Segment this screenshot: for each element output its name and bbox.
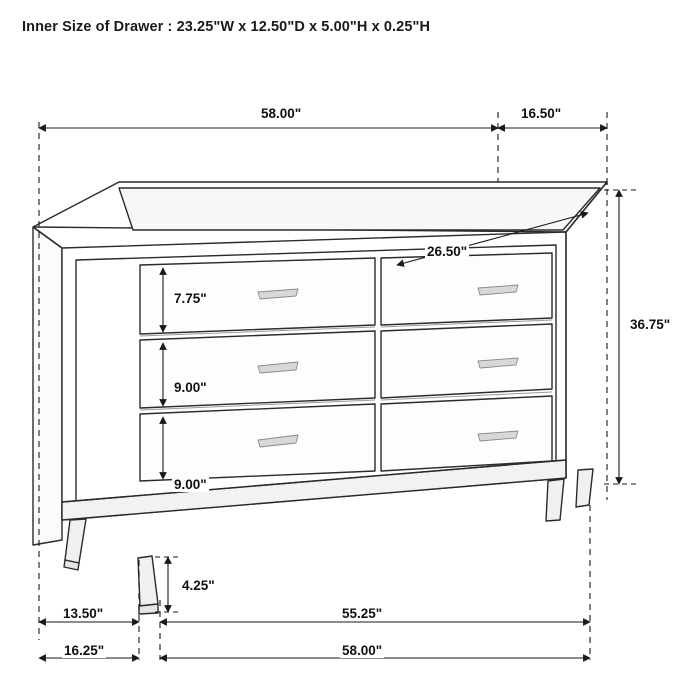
dimension-label-top-depth-right: 16.50" xyxy=(521,106,562,121)
dimension-label-top-width-main: 58.00" xyxy=(261,106,302,121)
dimension-label-overall-height-right: 36.75" xyxy=(630,317,671,332)
dimension-label-drawer-height-top: 7.75" xyxy=(174,291,207,306)
dimension-label-base-left-depth: 13.50" xyxy=(63,606,104,621)
dimension-label-base-front-width: 55.25" xyxy=(342,606,383,621)
dimension-label-leg-height: 4.25" xyxy=(182,578,215,593)
dimension-label-drawer-width-right: 26.50" xyxy=(427,244,468,259)
page-title: Inner Size of Drawer : 23.25"W x 12.50"D x 5.00"H x 0.25"H xyxy=(22,19,431,35)
dimension-label-drawer-height-bottom: 9.00" xyxy=(174,477,207,492)
dimension-label-drawer-height-middle: 9.00" xyxy=(174,380,207,395)
dimension-label-bottom-left-depth: 16.25" xyxy=(64,643,105,658)
dimension-label-bottom-front-width: 58.00" xyxy=(342,643,383,658)
